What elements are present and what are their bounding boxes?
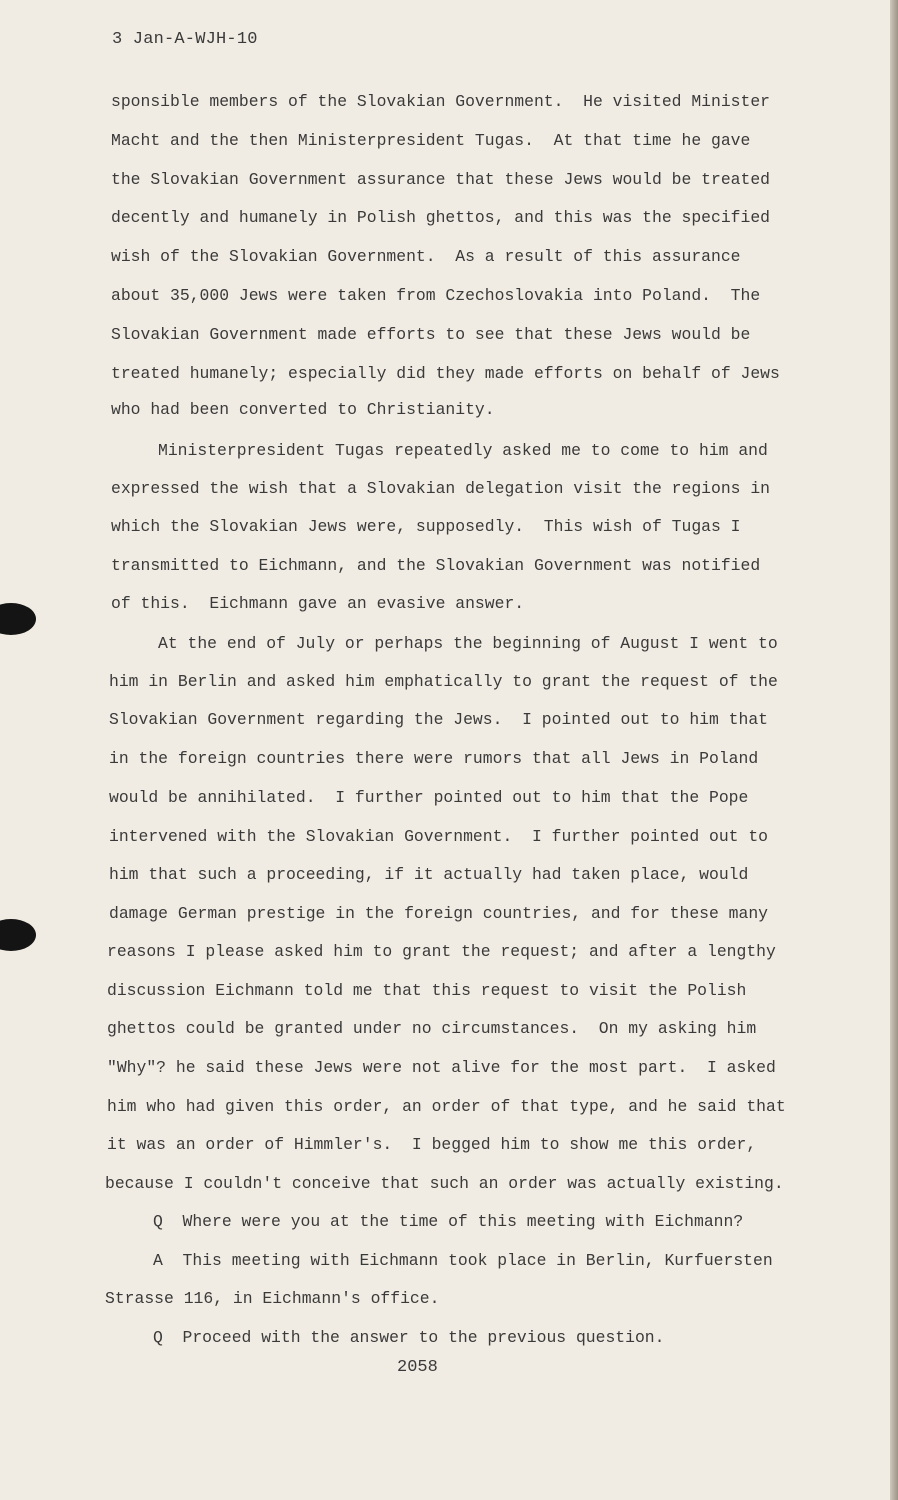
text-line: would be annihilated. I further pointed out to him that the Pope [109,788,749,807]
text-line: him who had given this order, an order of that type, and he said that [107,1097,786,1116]
punch-hole [0,603,36,635]
text-line: transmitted to Eichmann, and the Slovakian Government was notified [111,556,761,575]
text-line: of this. Eichmann gave an evasive answer. [111,594,525,613]
text-line: because I couldn't conceive that such an order was actually existing. [105,1174,784,1193]
question-line: Q Proceed with the answer to the previous question. [153,1328,665,1347]
text-line: decently and humanely in Polish ghettos, and this was the specified [111,208,771,227]
text-line: Macht and the then Ministerpresident Tugas. At that time he gave [111,131,751,150]
text-line: sponsible members of the Slovakian Government. He visited Minister [111,92,771,111]
page-edge [890,0,898,1500]
text-line: treated humanely; especially did they made efforts on behalf of Jews [111,364,780,383]
text-line: which the Slovakian Jews were, supposedly. This wish of Tugas I [111,517,741,536]
text-line: Slovakian Government regarding the Jews. I pointed out to him that [109,710,769,729]
text-line: intervened with the Slovakian Government. I further pointed out to [109,827,769,846]
page-number: 2058 [397,1358,438,1377]
text-line: the Slovakian Government assurance that these Jews would be treated [111,170,771,189]
text-line: him in Berlin and asked him emphatically to grant the request of the [109,672,778,691]
answer-line: A This meeting with Eichmann took place in Berlin, Kurfuersten [153,1251,773,1270]
text-line: wish of the Slovakian Government. As a result of this assurance [111,247,741,266]
text-line: him that such a proceeding, if it actually had taken place, would [109,865,749,884]
text-line: ghettos could be granted under no circumstances. On my asking him [107,1019,757,1038]
text-line: Ministerpresident Tugas repeatedly asked me to come to him and [158,441,768,460]
document-code: 3 Jan-A-WJH-10 [112,30,258,49]
text-line: "Why"? he said these Jews were not alive for the most part. I asked [107,1058,776,1077]
text-line: reasons I please asked him to grant the request; and after a lengthy [107,942,776,961]
text-line: At the end of July or perhaps the beginning of August I went to [158,634,778,653]
text-line: Strasse 116, in Eichmann's office. [105,1289,440,1308]
text-line: it was an order of Himmler's. I begged him to show me this order, [107,1135,757,1154]
text-line: Slovakian Government made efforts to see that these Jews would be [111,325,751,344]
text-line: discussion Eichmann told me that this request to visit the Polish [107,981,747,1000]
text-line: in the foreign countries there were rumors that all Jews in Poland [109,749,759,768]
punch-hole [0,919,36,951]
text-line: expressed the wish that a Slovakian delegation visit the regions in [111,479,771,498]
question-line: Q Where were you at the time of this meeting with Eichmann? [153,1212,744,1231]
text-line: who had been converted to Christianity. [111,400,495,419]
text-line: about 35,000 Jews were taken from Czechoslovakia into Poland. The [111,286,761,305]
text-line: damage German prestige in the foreign countries, and for these many [109,904,769,923]
